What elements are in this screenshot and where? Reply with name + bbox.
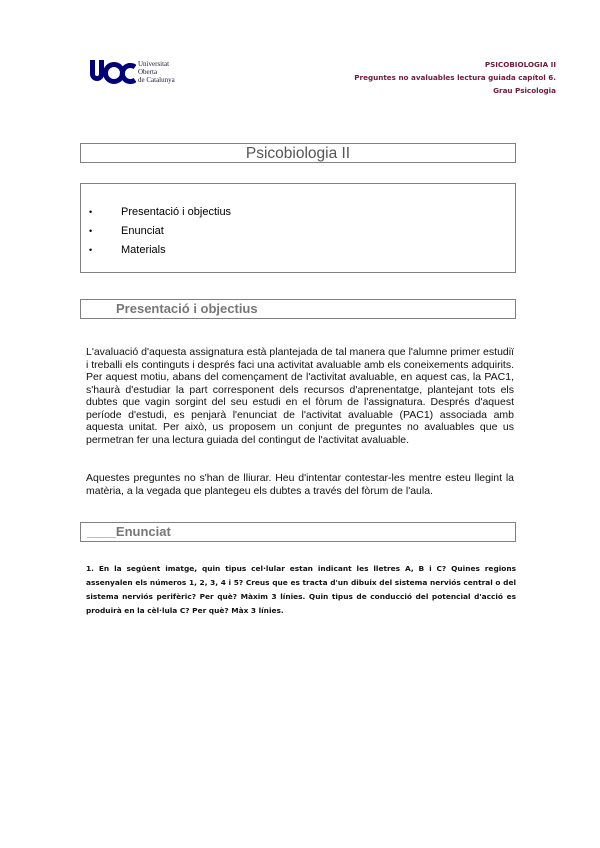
toc-item-label: Materials [121,244,166,256]
page-title: Psicobiologia II [80,143,516,163]
bullet-icon: • [89,226,93,236]
uoc-logo [88,56,188,96]
section-heading-presentacio: Presentació i objectius [80,299,516,319]
instructions-paragraph: Aquestes preguntes no s'han de lliurar. Heu d'intentar contestar-les mentre esteu llegint la matèria, a la vegada que plantegeu els dubtes a través del fòrum de l'aula. [86,472,514,497]
bullet-icon: • [89,245,93,255]
toc-item-label: Enunciat [121,225,164,237]
uoc-logo-text [138,60,175,84]
intro-paragraph: L'avaluació d'aquesta assignatura està plantejada de tal manera que l'alumne primer estudiï i treballi els continguts i després faci una activitat avaluable amb els coneixements adquirits. Per aquest motiu, abans del començament de l'activitat avaluable, en aquest cas, la PAC1, s'haurà d'estudiar la part corresponent dels recursos d'aprenentatge, plantejant tots els dubtes que vagin sorgint del seu estudi en el fòrum de l'assignatura. Després d'aquest període d'estudi, es penjarà l'enunciat de l'activitat avaluable (PAC1) associada amb aquesta unitat. Per això, us proposem un conjunt de preguntes no avaluables que us permetran fer una lectura guiada del contingut de l'activitat avaluable. [86,346,514,446]
toc-item-label: Presentació i objectius [121,206,232,218]
header-subtitle: Preguntes no avaluables lectura guiada capítol 6. [354,73,556,82]
logo-line-1: Universitat [138,60,170,68]
section-heading-enunciat: ____Enunciat [80,522,516,542]
table-of-contents [80,183,516,273]
logo-line-3: de Catalunya [138,76,175,84]
question-text: En la següent imatge, quin tipus cel·lular estan indicant les lletres A, B i C? Quines regions assenyalen els números 1, 2, 3, 4 i 5? Creus que es tracta d'un dibuix del sistema nerviós central o del sistema nerviós perifèric? Per què? Màxim 3 línies. Quin tipus de conducció del potencial d'acció es produirà en la cèl·lula C? Per què? Màx 3 línies. [86,564,517,615]
question-1 [86,562,516,618]
header-course: PSICOBIOLOGIA II [484,60,556,69]
logo-line-2: Oberta [138,68,158,76]
uoc-logo-mark [88,58,136,92]
document-header [354,58,556,97]
header-degree: Grau Psicologia [493,86,556,95]
bullet-icon: • [89,207,93,217]
question-number: 1. [86,564,94,573]
